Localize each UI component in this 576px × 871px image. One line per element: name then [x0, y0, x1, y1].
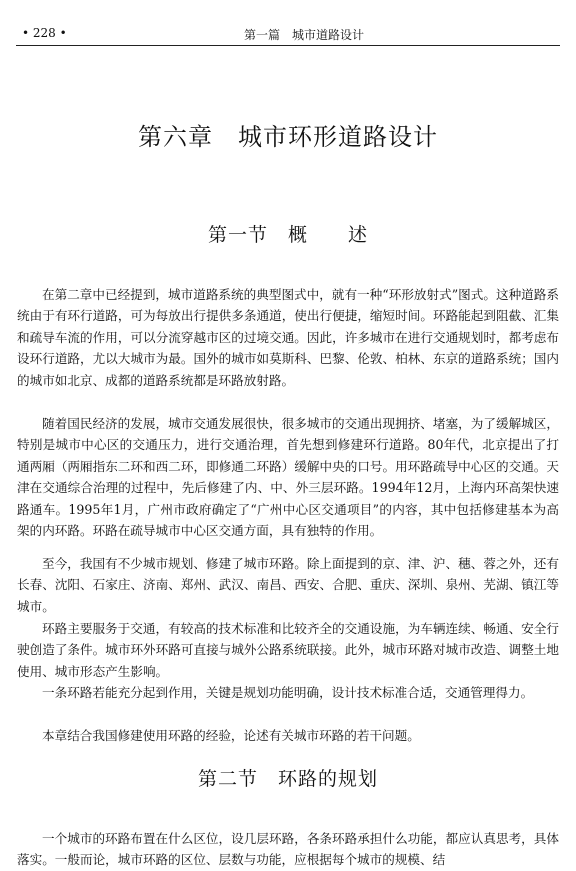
- paragraph: 环路主要服务于交通，有较高的技术标准和比较齐全的交通设施，为车辆连续、畅通、安全行驶创造了条件。城市环外环路可直接与城外公路系统联接。此外，城市环路对城市改造、调整土地使用、城市形态产生影响。: [17, 620, 559, 679]
- paragraph: 在第二章中已经提到，城市道路系统的典型图式中，就有一种“环形放射式”图式。这种道路系统由于有环行道路，可为每放出行提供多条通道，使出行便捷，缩短时间。环路能起到阻截、汇集和疏导车流的作用，可以分流穿越市区的过境交通。因此，许多城市在进行交通规划时，都考虑布设环行道路，尤以大城市为最。国外的城市如莫斯科、巴黎、伦敦、柏林、东京的道路系统；国内的城市如北京、成都的道路系统都是环路放射路。: [17, 286, 559, 388]
- paragraph: 一个城市的环路布置在什么区位，设几层环路，各条环路承担什么功能，都应认真思考，具体落实。一般而论，城市环路的区位、层数与功能，应根据每个城市的规模、结: [17, 830, 559, 868]
- paragraph: 一条环路若能充分起到作用，关键是规划功能明确，设计技术标准合适，交通管理得力。: [42, 684, 534, 700]
- paragraph: 本章结合我国修建使用环路的经验，论述有关城市环路的若干问题。: [42, 727, 420, 743]
- section-title-overview: 第一节 概 述: [207, 224, 368, 246]
- page-header: [16, 22, 560, 44]
- section-title-ring-road-planning: 第二节 环路的规划: [197, 768, 378, 790]
- paragraph: 至今，我国有不少城市规划、修建了城市环路。除上面提到的京、津、沪、穗、蓉之外，还有长春、沈阳、石家庄、济南、郑州、武汉、南昌、西安、合肥、重庆、深圳、泉州、芜湖、镇江等城市。: [17, 555, 559, 614]
- paragraph: 随着国民经济的发展，城市交通发展很快，很多城市的交通出现拥挤、堵塞，为了缓解城区，特别是城市中心区的交通压力，进行交通治理，首先想到修建环行道路。80年代，北京提出了打通两厢（两厢指东二环和西二环，即修通二环路）缓解中央的口号。用环路疏导中心区的交通。天津在交通综合治理的过程中，先后修建了内、中、外三层环路。1994年12月，上海内环高架快速路通车。1995年1月，广州市政府确定了“广州中心区交通项目”的内容，其中包括修建基本为高架的内环路。环路在疏导城市中心区交通方面，具有独特的作用。: [17, 415, 559, 539]
- chapter-title: 第六章 城市环形道路设计: [138, 123, 438, 151]
- running-title: 第一篇 城市道路设计: [244, 28, 365, 42]
- header-rule: [16, 45, 560, 46]
- page-number: • 228 •: [22, 26, 67, 40]
